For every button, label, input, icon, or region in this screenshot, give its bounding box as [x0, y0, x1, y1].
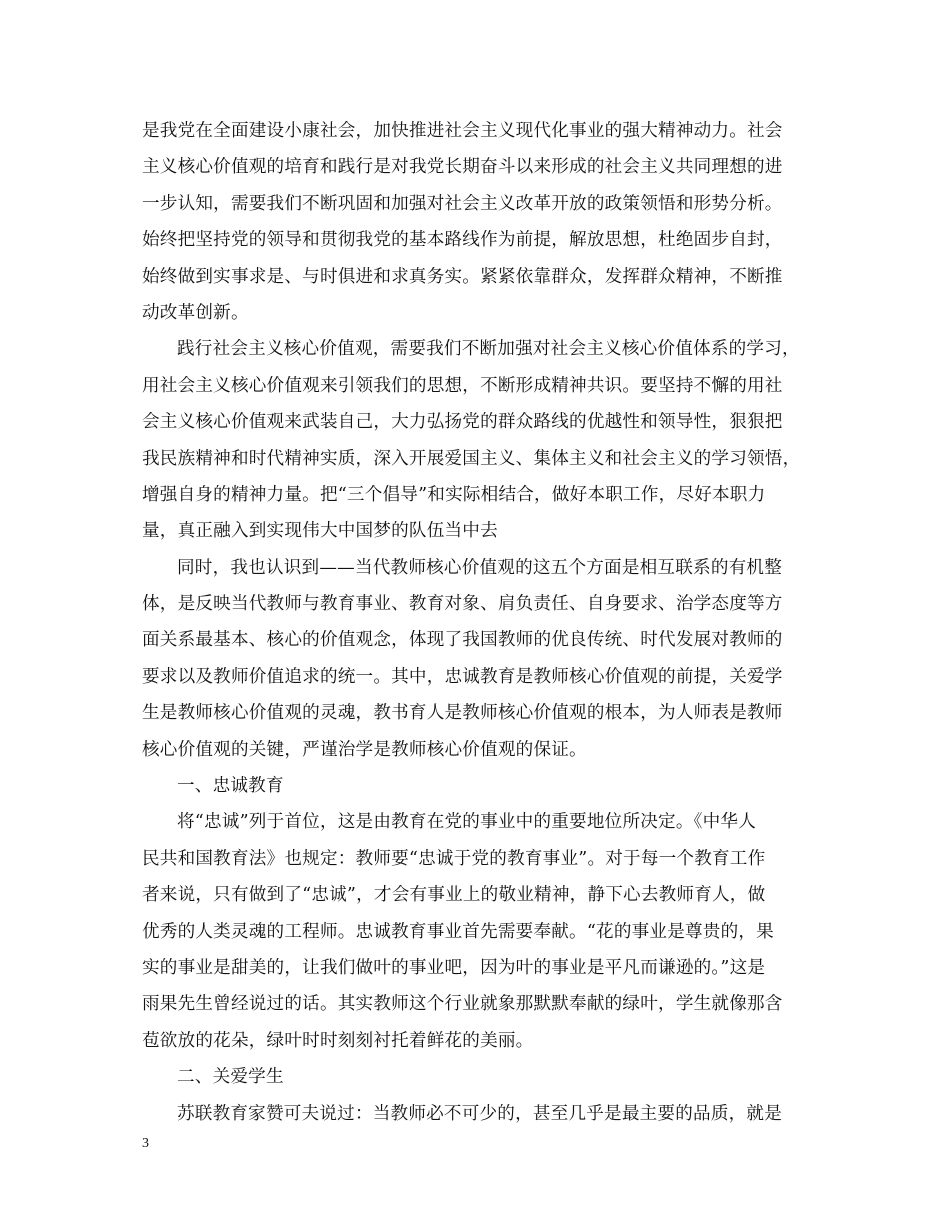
- text-line: 是我党在全面建设小康社会，加快推进社会主义现代化事业的强大精神动力。社会: [142, 121, 783, 141]
- text-line: 会主义核心价值观来武装自己，大力弘扬党的群众路线的优越性和领导性，狠狠把: [142, 412, 783, 433]
- text-line: 雨果先生曾经说过的话。其实教师这个行业就象那默默奉献的绿叶，学生就像那含: [142, 994, 783, 1015]
- text-line: 我民族精神和时代精神实质，深入开展爱国主义、集体主义和社会主义的学习领悟，: [142, 448, 801, 469]
- text-line: 体，是反映当代教师与教育事业、教育对象、肩负责任、自身要求、治学态度等方: [142, 594, 783, 615]
- text-line: 一步认知，需要我们不断巩固和加强对社会主义改革开放的政策领悟和形势分析。: [142, 193, 783, 214]
- text-line: 用社会主义核心价值观来引领我们的思想，不断形成精神共识。要坚持不懈的用社: [142, 375, 783, 396]
- text-line: 主义核心价值观的培育和践行是对我党长期奋斗以来形成的社会主义共同理想的进: [142, 157, 783, 178]
- text-line: 面关系最基本、核心的价值观念，体现了我国教师的优良传统、时代发展对教师的: [142, 630, 783, 651]
- text-line: 始终做到实事求是、与时俱进和求真务实。紧紧依靠群众，发挥群众精神，不断推: [142, 266, 783, 287]
- text-line: 将“忠诚”列于首位，这是由教育在党的事业中的重要地位所决定。《中华人: [177, 812, 756, 833]
- text-line: 核心价值观的关键，严谨治学是教师核心价值观的保证。: [142, 739, 587, 760]
- text-line: 生是教师核心价值观的灵魂，教书育人是教师核心价值观的根本，为人师表是教师: [142, 703, 783, 724]
- document-body: [142, 113, 832, 1132]
- text-line: 践行社会主义核心价值观，需要我们不断加强对社会主义核心价值体系的学习，: [177, 339, 800, 360]
- text-line: 增强自身的精神力量。把“三个倡导”和实际相结合，做好本职工作，尽好本职力: [142, 484, 766, 505]
- text-line: 动改革创新。: [142, 302, 249, 323]
- text-line: 者来说，只有做到了“忠诚”，才会有事业上的敬业精神，静下心去教师育人，做: [142, 885, 766, 906]
- text-line: 苏联教育家赞可夫说过：当教师必不可少的，甚至几乎是最主要的品质，就是: [177, 1103, 782, 1124]
- text-line: 苞欲放的花朵，绿叶时时刻刻衬托着鲜花的美丽。: [142, 1030, 534, 1051]
- text-line: 二、关爱学生: [177, 1067, 284, 1088]
- text-line: 优秀的人类灵魂的工程师。忠诚教育事业首先需要奉献。“花的事业是尊贵的，果: [142, 921, 774, 942]
- text-line: 实的事业是甜美的，让我们做叶的事业吧，因为叶的事业是平凡而谦逊的。”这是: [142, 957, 766, 978]
- text-line: 一、忠诚教育: [177, 776, 284, 797]
- text-line: 同时，我也认识到——当代教师核心价值观的这五个方面是相互联系的有机整: [177, 557, 782, 578]
- text-line: 量，真正融入到实现伟大中国梦的队伍当中去: [142, 521, 498, 542]
- text-line: 始终把坚持党的领导和贯彻我党的基本路线作为前提，解放思想，杜绝固步自封，: [142, 230, 783, 251]
- page-number: 3: [142, 1136, 149, 1151]
- text-line: 要求以及教师价值追求的统一。其中，忠诚教育是教师核心价值观的前提，关爱学: [142, 666, 783, 687]
- text-line: 民共和国教育法》也规定：教师要“忠诚于党的教育事业”。对于每一个教育工作: [142, 848, 766, 869]
